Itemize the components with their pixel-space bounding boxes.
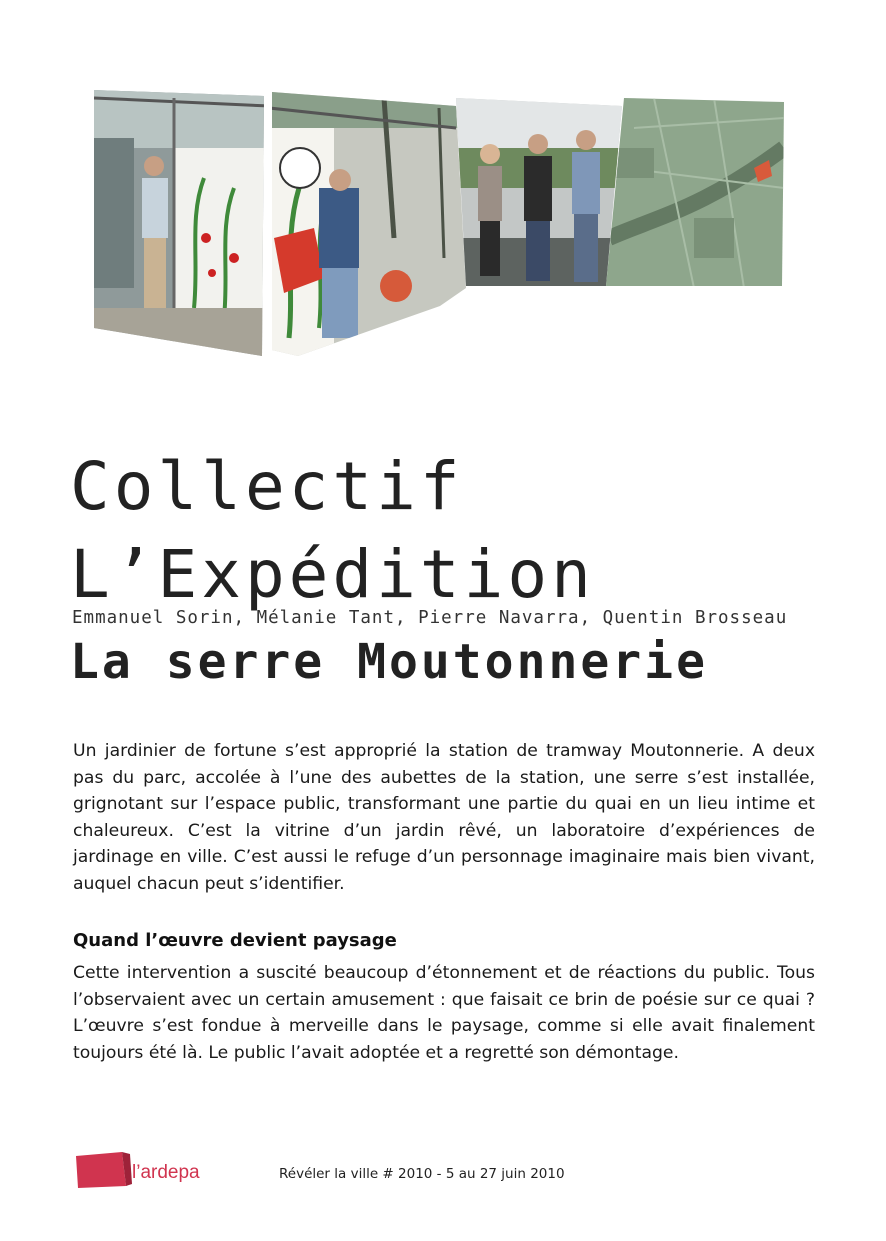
header-photo-strip [94, 88, 784, 358]
ardepa-logo-mark [76, 1152, 206, 1192]
event-footer: Révéler la ville # 2010 - 5 au 27 juin 2010 [279, 1166, 565, 1182]
project-subtitle: La serre Moutonnerie [70, 634, 708, 690]
photo-collage [94, 88, 784, 358]
svg-text:l’ardepa: l’ardepa [132, 1162, 200, 1183]
title-line-expedition: L’Expédition [70, 536, 595, 613]
title-line-collectif: Collectif [70, 448, 464, 525]
section-paragraph: Cette intervention a suscité beaucoup d’étonnement et de réactions du public. Tous l’observaient avec un certain amusement : que faisait ce brin de poésie sur ce quai ? L’œuvre s’est fondue à merveille dans le paysage, comme si elle avait finalement toujours été là. Le public l’avait adoptée et a regretté son démontage. [73, 963, 815, 1063]
authors-line: Emmanuel Sorin, Mélanie Tant, Pierre Navarra, Quentin Brosseau [72, 608, 788, 628]
section-heading: Quand l’œuvre devient paysage [73, 930, 397, 951]
ardepa-logo [76, 1152, 206, 1192]
photo-painted-panel [269, 88, 469, 358]
photo-site-map [604, 88, 784, 288]
intro-paragraph: Un jardinier de fortune s’est approprié la station de tramway Moutonnerie. A deux pas du parc, accolée à l’une des aubettes de la station, une serre s’est installée, grignotant sur l’espace public, transformant une partie du quai en un lieu intime et chaleureux. C’est la vitrine d’un jardin rêvé, un laboratoire d’expériences de jardinage en ville. C’est aussi le refuge d’un personnage imaginaire mais bien vivant, auquel chacun peut s’identifier. [73, 741, 815, 894]
photo-artists-presenting [454, 88, 624, 288]
photo-greenhouse-assembly [94, 88, 269, 358]
